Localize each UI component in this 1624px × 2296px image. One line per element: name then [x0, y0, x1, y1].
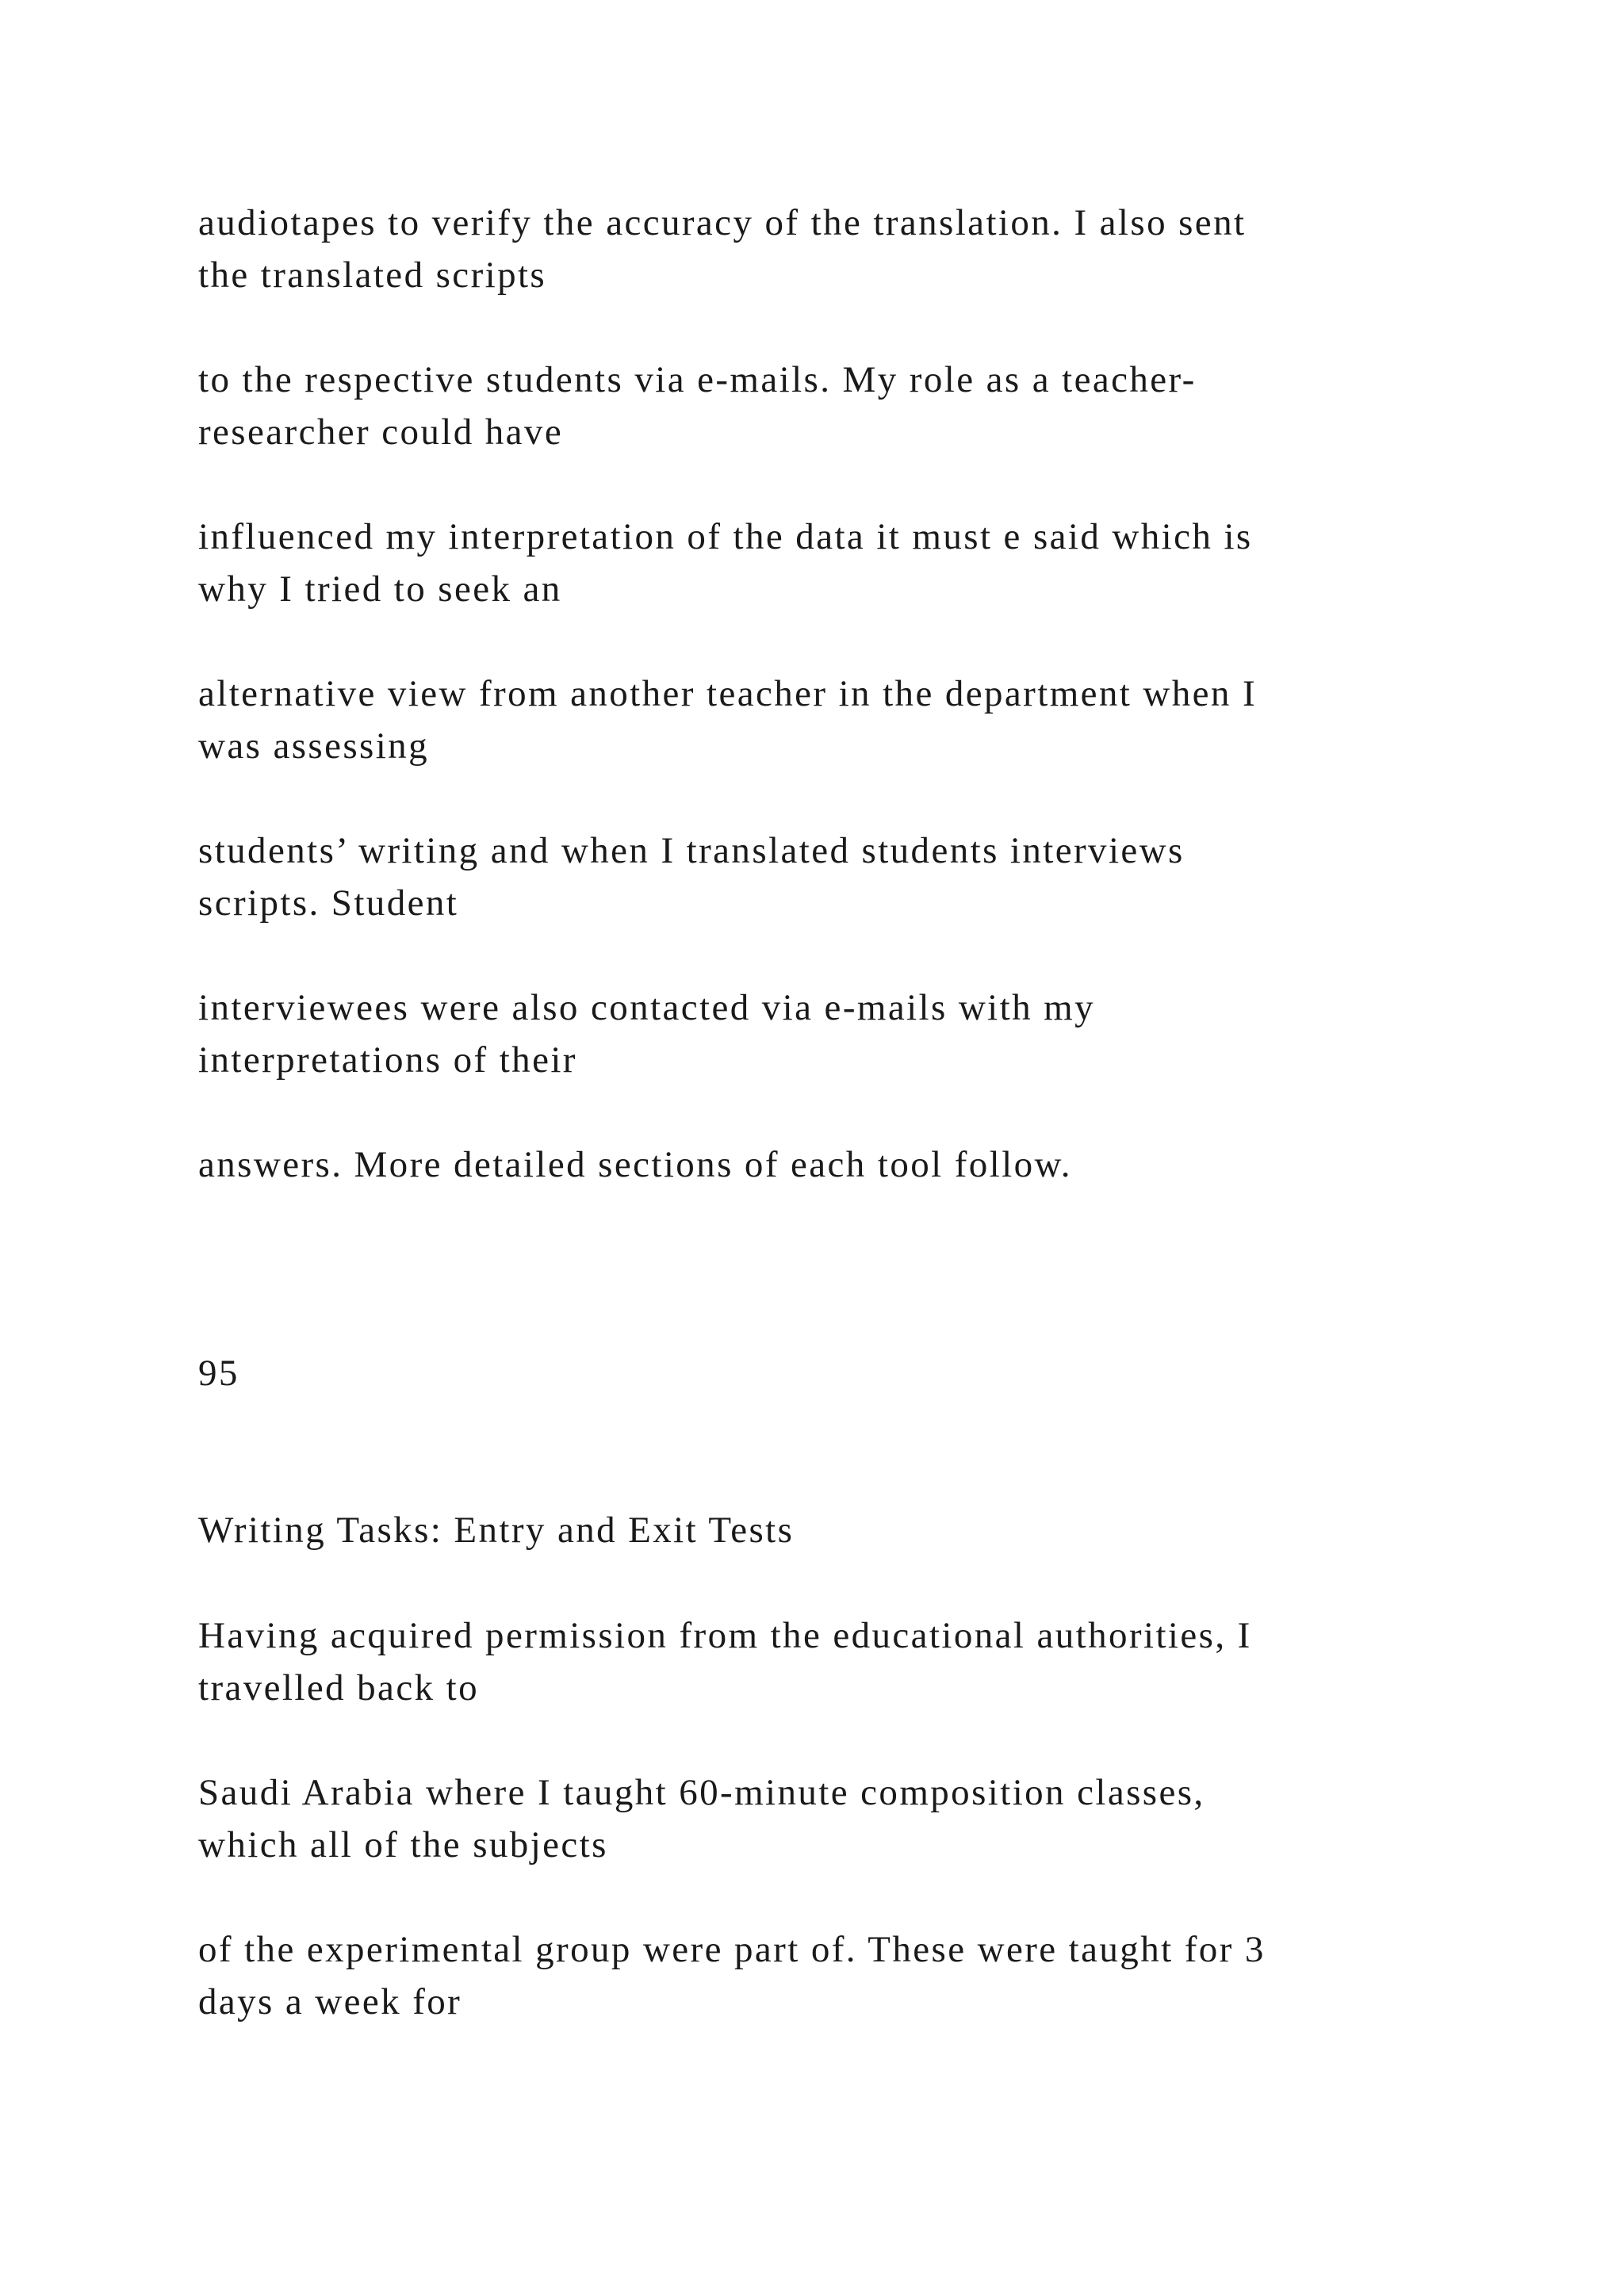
text-line: of the experimental group were part of. These were taught for 3	[198, 1929, 1266, 1970]
text-line: Having acquired permission from the educational authorities, I	[198, 1615, 1252, 1656]
page-number: 95	[198, 1353, 239, 1394]
text-line: alternative view from another teacher in the department when I	[198, 673, 1258, 714]
text-line: scripts. Student	[198, 882, 459, 924]
text-line: researcher could have	[198, 411, 564, 453]
section-heading: Writing Tasks: Entry and Exit Tests	[198, 1510, 795, 1551]
text-line: days a week for	[198, 1981, 462, 2022]
text-line: influenced my interpretation of the data it must e said which is	[198, 516, 1253, 557]
text-line: interpretations of their	[198, 1039, 577, 1081]
text-line: was assessing	[198, 725, 429, 767]
text-line: audiotapes to verify the accuracy of the translation. I also sent	[198, 202, 1247, 243]
text-line: which all of the subjects	[198, 1824, 608, 1866]
text-line: Saudi Arabia where I taught 60-minute composition classes,	[198, 1772, 1205, 1813]
text-line: interviewees were also contacted via e-mails with my	[198, 987, 1096, 1028]
text-line: travelled back to	[198, 1667, 479, 1709]
text-line: to the respective students via e-mails. My role as a teacher-	[198, 359, 1197, 400]
text-line: why I tried to seek an	[198, 568, 562, 610]
text-line: the translated scripts	[198, 254, 547, 296]
text-line: answers. More detailed sections of each tool follow.	[198, 1144, 1072, 1185]
text-line: students’ writing and when I translated students interviews	[198, 830, 1185, 871]
